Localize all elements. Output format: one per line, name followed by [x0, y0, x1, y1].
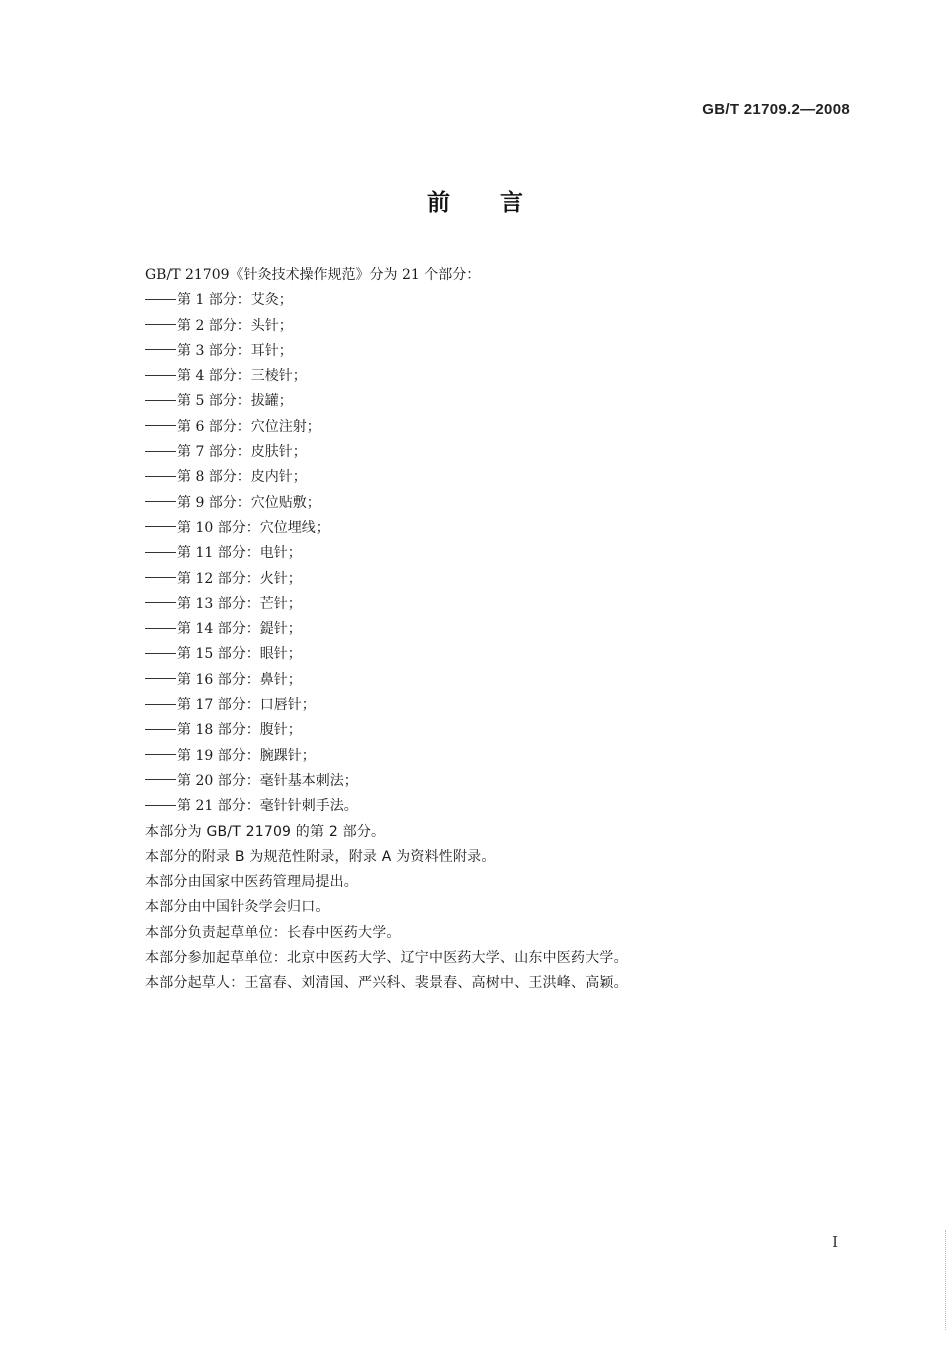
- em-dash-mark: [145, 577, 176, 578]
- em-dash-mark: [145, 476, 176, 477]
- part-list-item: [145, 516, 845, 541]
- part-list-item: [145, 339, 845, 364]
- em-dash-mark: [145, 299, 176, 300]
- foreword-paragraph: 本部分由中国针灸学会归口。: [145, 899, 330, 916]
- part-list-item: [145, 744, 845, 769]
- part-label: 第 15 部分：眼针；: [177, 646, 302, 663]
- em-dash-mark: [145, 501, 176, 502]
- part-list-item: [145, 567, 845, 592]
- part-label: 第 4 部分：三棱针；: [177, 368, 307, 385]
- part-label: 第 17 部分：口唇针；: [177, 697, 316, 714]
- part-list-item: [145, 693, 845, 718]
- em-dash-mark: [145, 602, 176, 603]
- part-list-item: [145, 541, 845, 566]
- foreword-paragraph: 本部分起草人：王富春、刘清国、严兴科、裴景春、高树中、王洪峰、高颖。: [145, 975, 628, 992]
- standard-code: GB/T 21709.2—2008: [702, 101, 850, 118]
- em-dash-mark: [145, 425, 176, 426]
- part-label: 第 10 部分：穴位埋线；: [177, 519, 330, 536]
- part-label: 第 18 部分：腹针；: [177, 722, 302, 739]
- part-list-item: [145, 617, 845, 642]
- parts-list: [145, 288, 845, 819]
- part-label: 第 8 部分：皮内针；: [177, 469, 307, 486]
- part-list-item: [145, 288, 845, 313]
- part-label: 第 11 部分：电针；: [177, 545, 302, 562]
- em-dash-mark: [145, 678, 176, 679]
- em-dash-mark: [145, 779, 176, 780]
- part-label: 第 3 部分：耳针；: [177, 342, 293, 359]
- em-dash-mark: [145, 526, 176, 527]
- foreword-paragraph: 本部分参加起草单位：北京中医药大学、辽宁中医药大学、山东中医药大学。: [145, 950, 628, 967]
- paragraph-list: [145, 820, 845, 997]
- part-list-item: [145, 415, 845, 440]
- em-dash-mark: [145, 805, 176, 806]
- part-list-item: [145, 465, 845, 490]
- scan-edge-marks: [941, 1230, 946, 1330]
- part-list-item: [145, 314, 845, 339]
- em-dash-mark: [145, 704, 176, 705]
- em-dash-mark: [145, 552, 176, 553]
- em-dash-mark: [145, 400, 176, 401]
- em-dash-mark: [145, 754, 176, 755]
- part-label: 第 9 部分：穴位贴敷；: [177, 494, 321, 511]
- em-dash-mark: [145, 729, 176, 730]
- part-list-item: [145, 769, 845, 794]
- intro-line: GB/T 21709《针灸技术操作规范》分为 21 个部分：: [145, 267, 481, 283]
- foreword-paragraph: 本部分负责起草单位：长春中医药大学。: [145, 924, 401, 941]
- part-list-item: [145, 364, 845, 389]
- page-title: 前言: [427, 190, 573, 216]
- part-label: 第 6 部分：穴位注射；: [177, 418, 321, 435]
- part-label: 第 5 部分：拔罐；: [177, 393, 293, 410]
- part-list-item: [145, 794, 845, 819]
- part-label: 第 21 部分：毫针针刺手法。: [177, 798, 358, 815]
- em-dash-mark: [145, 349, 176, 350]
- part-list-item: [145, 389, 845, 414]
- part-list-item: [145, 491, 845, 516]
- em-dash-mark: [145, 375, 176, 376]
- em-dash-mark: [145, 324, 176, 325]
- em-dash-mark: [145, 628, 176, 629]
- page-number: I: [832, 1233, 838, 1251]
- part-list-item: [145, 718, 845, 743]
- part-list-item: [145, 440, 845, 465]
- part-label: 第 16 部分：鼻针；: [177, 671, 302, 688]
- part-list-item: [145, 668, 845, 693]
- foreword-paragraph: 本部分的附录 B 为规范性附录，附录 A 为资料性附录。: [145, 848, 496, 865]
- part-list-item: [145, 642, 845, 667]
- em-dash-mark: [145, 653, 176, 654]
- part-label: 第 14 部分：鍉针；: [177, 621, 302, 638]
- part-label: 第 7 部分：皮肤针；: [177, 444, 307, 461]
- part-list-item: [145, 592, 845, 617]
- part-label: 第 13 部分：芒针；: [177, 595, 302, 612]
- part-label: 第 12 部分：火针；: [177, 570, 302, 587]
- em-dash-mark: [145, 451, 176, 452]
- part-label: 第 19 部分：腕踝针；: [177, 747, 316, 764]
- foreword-paragraph: 本部分为 GB/T 21709 的第 2 部分。: [145, 823, 386, 840]
- foreword-paragraph: 本部分由国家中医药管理局提出。: [145, 874, 358, 891]
- part-label: 第 2 部分：头针；: [177, 317, 293, 334]
- part-label: 第 1 部分：艾灸；: [177, 292, 293, 309]
- part-label: 第 20 部分：毫针基本刺法；: [177, 772, 358, 789]
- foreword-body: [145, 263, 845, 997]
